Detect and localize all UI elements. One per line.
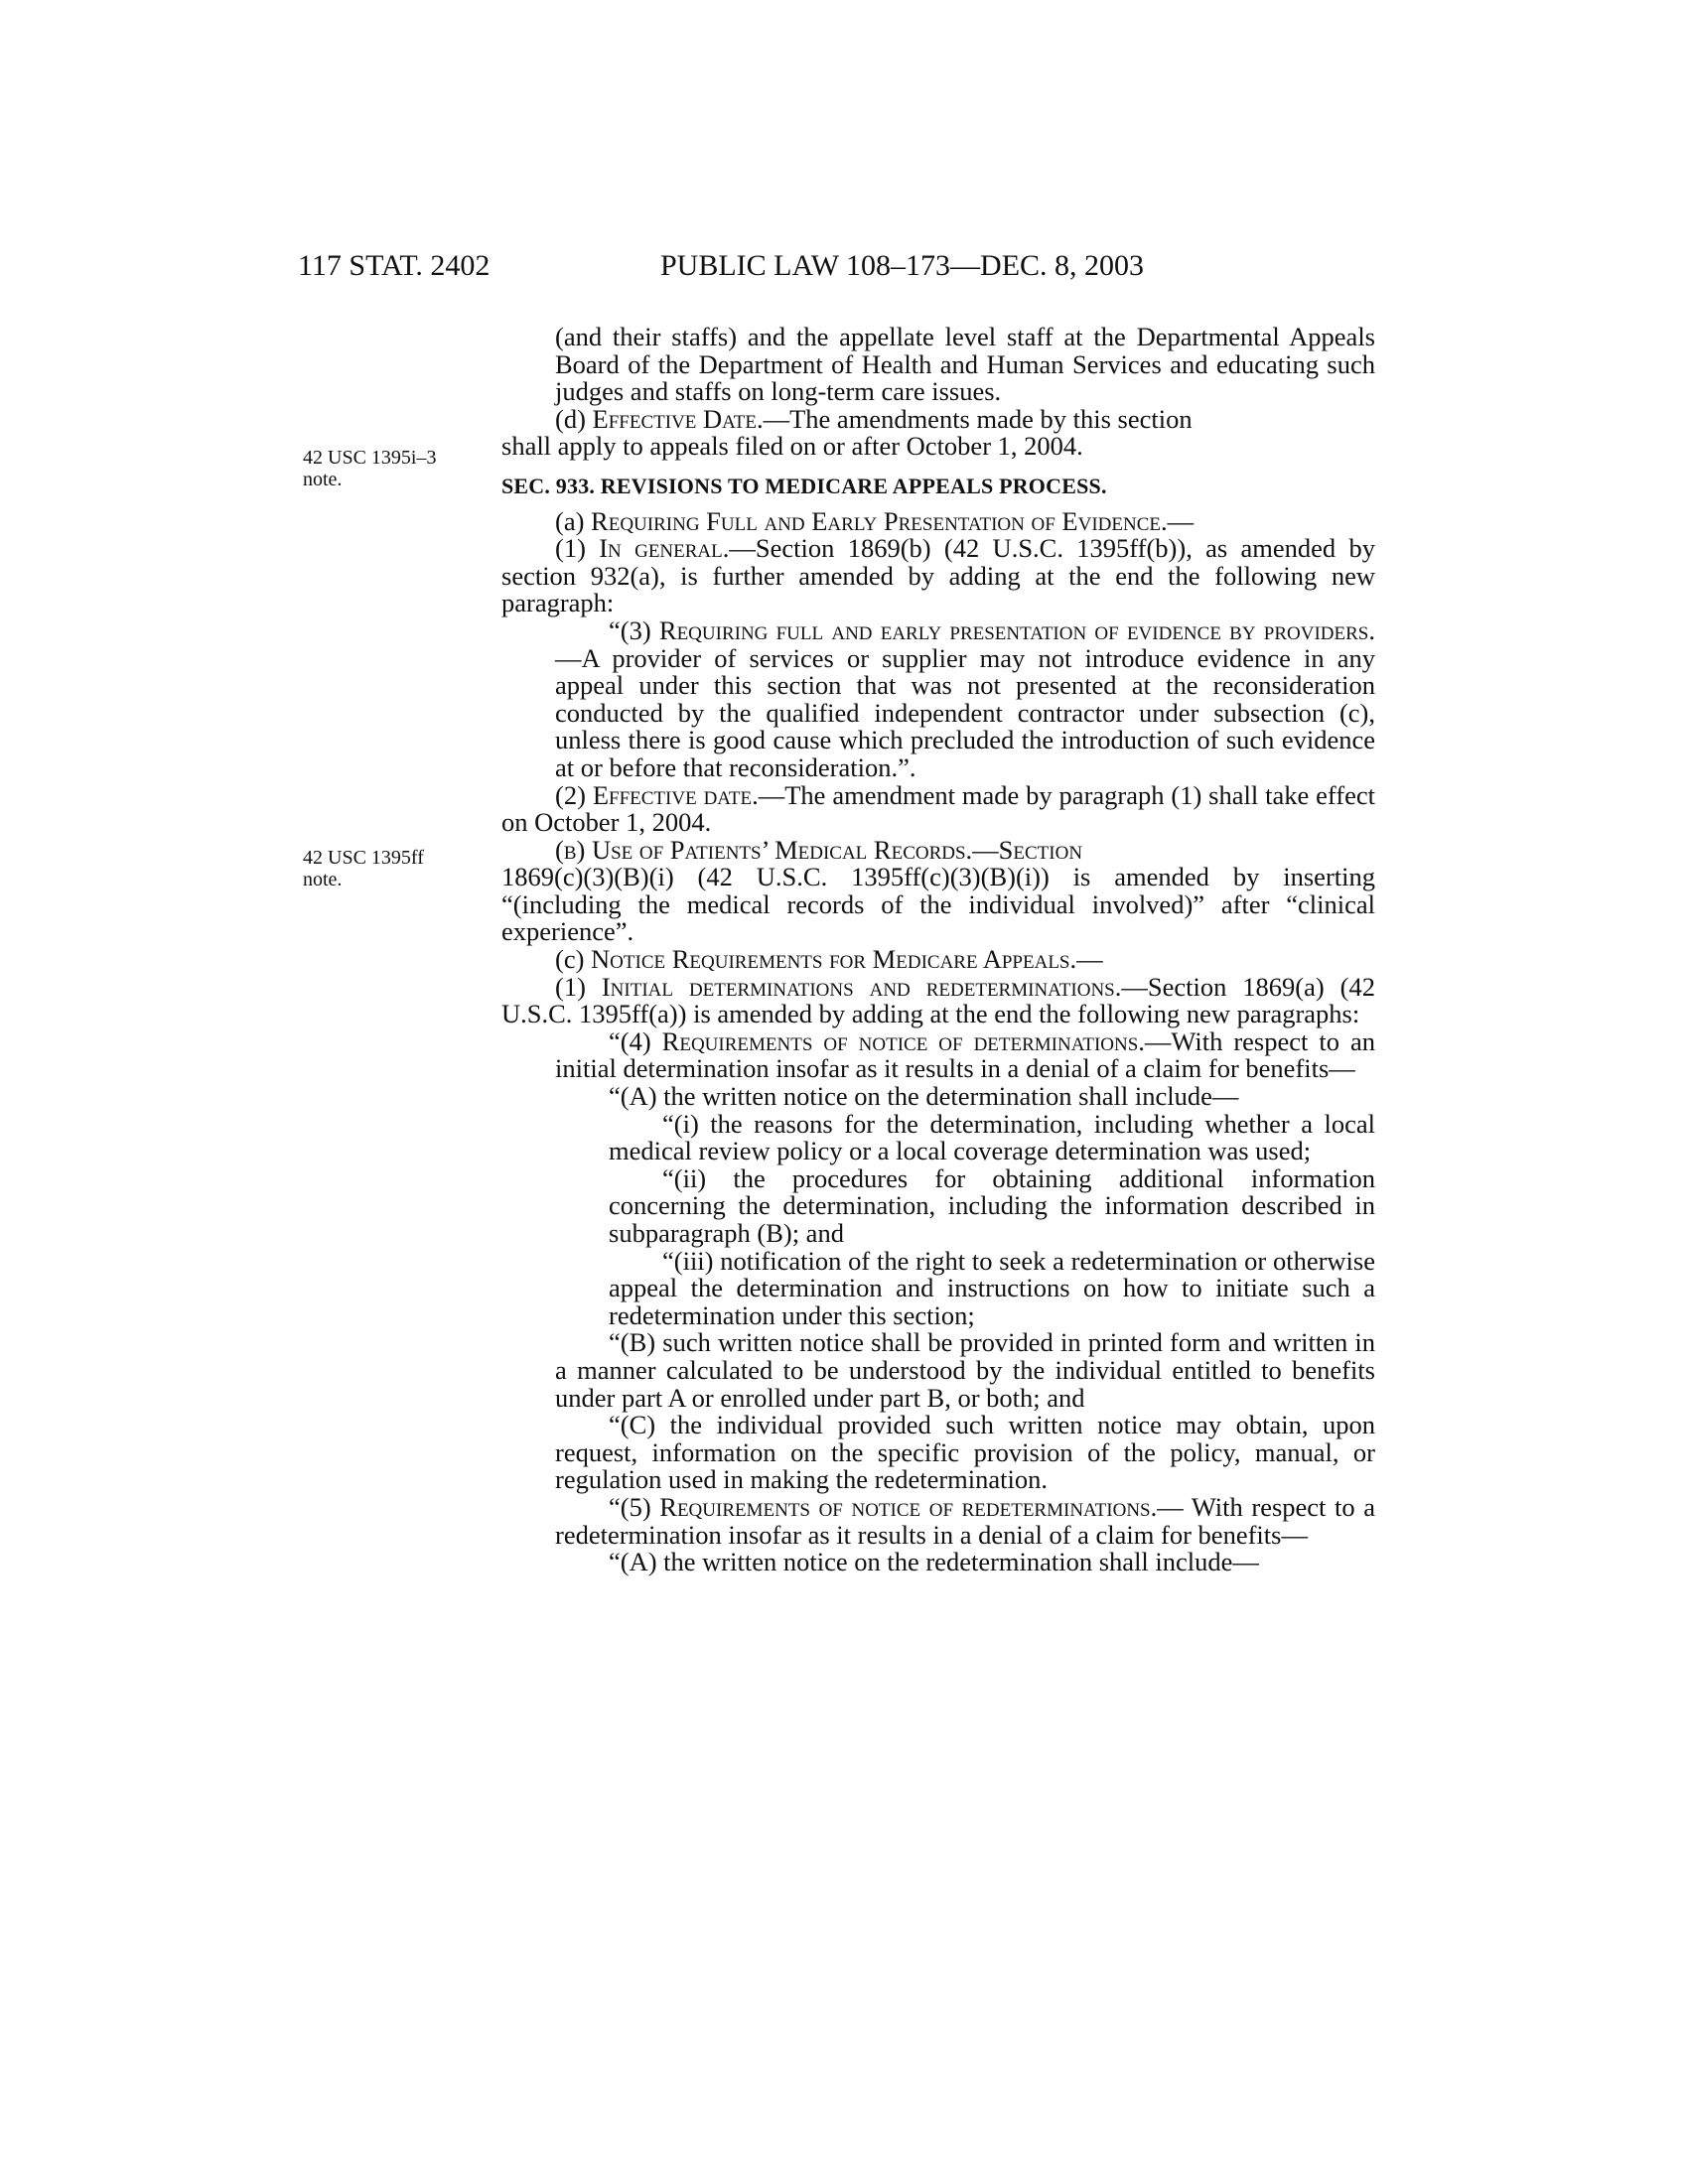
caption: Requirements of notice of determinations [661, 1025, 1139, 1056]
caption: Requiring Full and Early Presentation of Evidence [591, 505, 1161, 536]
page-header [298, 246, 1390, 286]
quoted-clause-4Aii: “(ii) the procedures for obtaining additional information concerning the determination, including the information described in subparagraph (B); and [609, 1162, 1375, 1248]
section-heading: SEC. 933. REVISIONS TO MEDICARE APPEALS PROCESS. [501, 473, 1107, 498]
paragraph-a1: (1) In general.—Section 1869(b) (42 U.S.C. 1395ff(b)), as amended by section 932(a), is further amended by adding at the end the following new paragraph: [501, 533, 1376, 618]
caption: Notice Requirements for Medicare Appeals [591, 944, 1070, 975]
margin-note-citation: 42 USC 1395i–3 [303, 447, 437, 469]
margin-note-label: note. [303, 469, 343, 490]
caption: Initial determinations and redeterminations [601, 971, 1115, 1002]
margin-note-label: note. [303, 869, 343, 890]
paragraph-continuation: (and their staffs) and the appellate level staff at the Departmental Appeals Board of the Department of Health and Human Services and educating such judges and staffs on long-term care issues. [555, 322, 1375, 407]
public-law-citation: PUBLIC LAW 108–173—DEC. 8, 2003 [660, 249, 1145, 282]
quoted-subparagraph-4B: “(B) such written notice shall be provided in printed form and written in a manner calculated to be understood by the individual entitled to benefits under part A or enrolled under part B, or both; and [555, 1327, 1375, 1413]
quoted-subparagraph-4C: “(C) the individual provided such written notice may obtain, upon request, information on the specific provision of the policy, manual, or regulation used in making the redetermination. [555, 1410, 1375, 1495]
margin-note-1395ff [303, 847, 472, 890]
body-text [501, 324, 1375, 1576]
quoted-paragraph-3: “(3) Requiring full and early presentation of evidence by providers.—A provider of services or supplier may not introduce evidence in any appeal under this section that was not presented at the reconsideration conducted by the qualified independent contractor under subsection (c), unless there is good cause which precluded the introduction of such evidence at or before that reconsideration.”. [555, 614, 1375, 782]
statute-page-number: 117 STAT. 2402 [298, 249, 491, 282]
margin-note-1395i-3 [303, 447, 472, 490]
caption: Effective Date [592, 403, 757, 434]
quoted-clause-4Aiii: “(iii) notification of the right to seek a redetermination or otherwise appeal the determination and instructions on how to initiate such a redetermination under this section; [609, 1245, 1375, 1330]
caption: Effective date [592, 779, 753, 810]
subsection-d-continuation: shall apply to appeals filed on or after October 1, 2004. [501, 431, 1083, 462]
quoted-paragraph-4: “(4) Requirements of notice of determinations.—With respect to an initial determination insofar as it results in a denial of a claim for benefits— [555, 1025, 1375, 1084]
quoted-subparagraph-4A: “(A) the written notice on the determination shall include— [609, 1081, 1239, 1112]
quoted-clause-4Ai: “(i) the reasons for the determination, including whether a local medical review policy or a local coverage determination was used; [609, 1108, 1375, 1166]
caption: In general [599, 533, 723, 564]
quoted-subparagraph-5A: “(A) the written notice on the redetermination shall include— [609, 1547, 1259, 1577]
paragraph-a2: (2) Effective date.—The amendment made by paragraph (1) shall take effect on October 1, 2004. [501, 779, 1375, 838]
paragraph-c1: (1) Initial determinations and redeterminations.—Section 1869(a) (42 U.S.C. 1395ff(a)) is amended by adding at the end the following new paragraphs: [501, 971, 1375, 1029]
margin-note-citation: 42 USC 1395ff [303, 847, 424, 869]
subsection-b: 1869(c)(3)(B)(i) (42 U.S.C. 1395ff(c)(3)(B)(i)) is amended by inserting “(including the medical records of the individual involved)” after “clinical experience”. [501, 862, 1375, 947]
subsection-c: (c) Notice Requirements for Medicare Appeals.— [555, 944, 1103, 975]
caption: Requiring full and early presentation of evidence by providers [658, 614, 1369, 645]
caption: Requirements of notice of redeterminations [659, 1491, 1151, 1522]
subsection-d: (d) Effective Date.—The amendments made by this section [555, 403, 1193, 434]
subsection-b-first-line: (b) Use of Patients’ Medical Records.—Section [555, 834, 1083, 865]
subsection-a: (a) Requiring Full and Early Presentation of Evidence.— [555, 505, 1195, 536]
quoted-paragraph-5: “(5) Requirements of notice of redeterminations.— With respect to a redetermination insofar as it results in a denial of a claim for benefits— [555, 1491, 1375, 1550]
